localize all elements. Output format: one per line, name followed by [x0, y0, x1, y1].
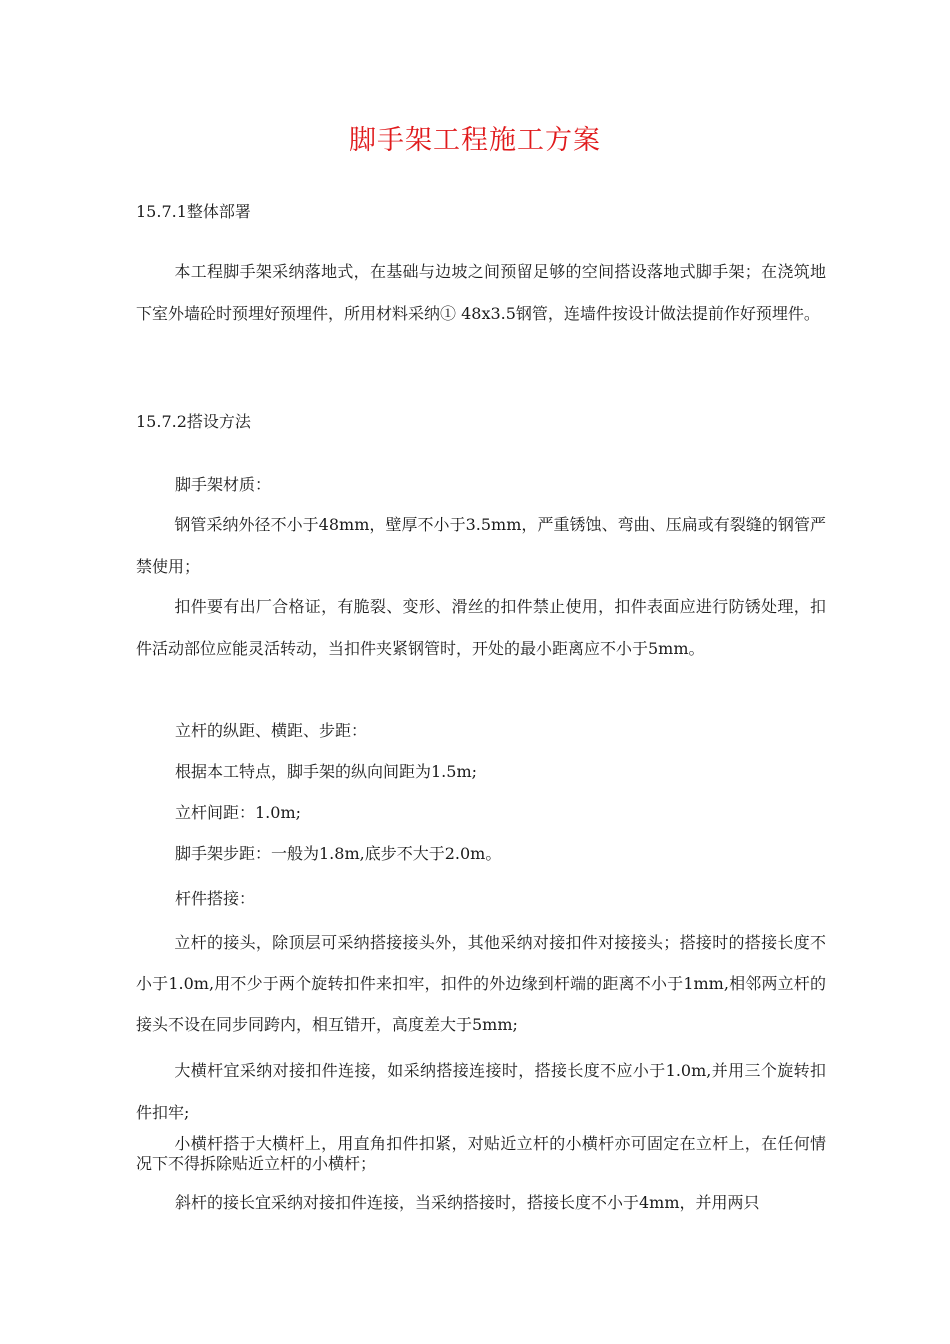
paragraph-fastener: 扣件要有出厂合格证，有脆裂、变形、滑丝的扣件禁止使用，扣件表面应进行防锈处理，扣件活动部位应能灵活转动，当扣件夹紧钢管时，开处的最小距离应不小于5mm。 — [136, 597, 826, 658]
document-title: 脚手架工程施工方案 — [349, 125, 601, 156]
paragraph-diagonal-bar: 斜杆的接长宜采纳对接扣件连接，当采纳搭接时，搭接长度不小于4mm，并用两只 — [175, 1193, 760, 1212]
subheading-joint: 杆件搭接： — [175, 889, 256, 908]
paragraph-small-crossbar: 小横杆搭于大横杆上，用直角扣件扣紧，对贴近立杆的小横杆亦可固定在立杆上，在任何情况下不得拆除贴近立杆的小横杆； — [136, 1134, 826, 1173]
paragraph-large-crossbar: 大横杆宜采纳对接扣件连接，如采纳搭接连接时，搭接长度不应小于1.0m,并用三个旋转扣件扣牢; — [136, 1061, 826, 1122]
paragraph-longitudinal-spacing: 根据本工特点，脚手架的纵向间距为1.5m; — [175, 762, 478, 781]
paragraph-pole-joint: 立杆的接头，除顶层可采纳搭接接头外，其他采纳对接扣件对接接头；搭接时的搭接长度不小于1.0m,用不少于两个旋转扣件来扣牢，扣件的外边缘到杆端的距离不小于1mm,相邻两立杆的接头不设在同步同跨内，相互错开，高度差大于5mm; — [136, 933, 826, 1034]
section-heading-15-7-2: 15.7.2搭设方法 — [136, 412, 251, 431]
paragraph-step-distance: 脚手架步距：一般为1.8m,底步不大于2.0m。 — [175, 844, 502, 863]
paragraph-steel-pipe: 钢管采纳外径不小于48mm，壁厚不小于3.5mm，严重锈蚀、弯曲、压扁或有裂缝的钢管严禁使用； — [136, 515, 826, 576]
paragraph-overall-deployment: 本工程脚手架采纳落地式，在基础与边坡之间预留足够的空间搭设落地式脚手架；在浇筑地下室外墙砼时预埋好预埋件，所用材料采纳① 48x3.5钢管，连墙件按设计做法提前作好预埋件。 — [136, 262, 826, 323]
paragraph-pole-spacing: 立杆间距：1.0m; — [175, 803, 302, 822]
section-heading-15-7-1: 15.7.1整体部署 — [136, 202, 251, 221]
subheading-spacing: 立杆的纵距、横距、步距： — [175, 721, 368, 740]
subheading-material: 脚手架材质： — [175, 475, 272, 494]
